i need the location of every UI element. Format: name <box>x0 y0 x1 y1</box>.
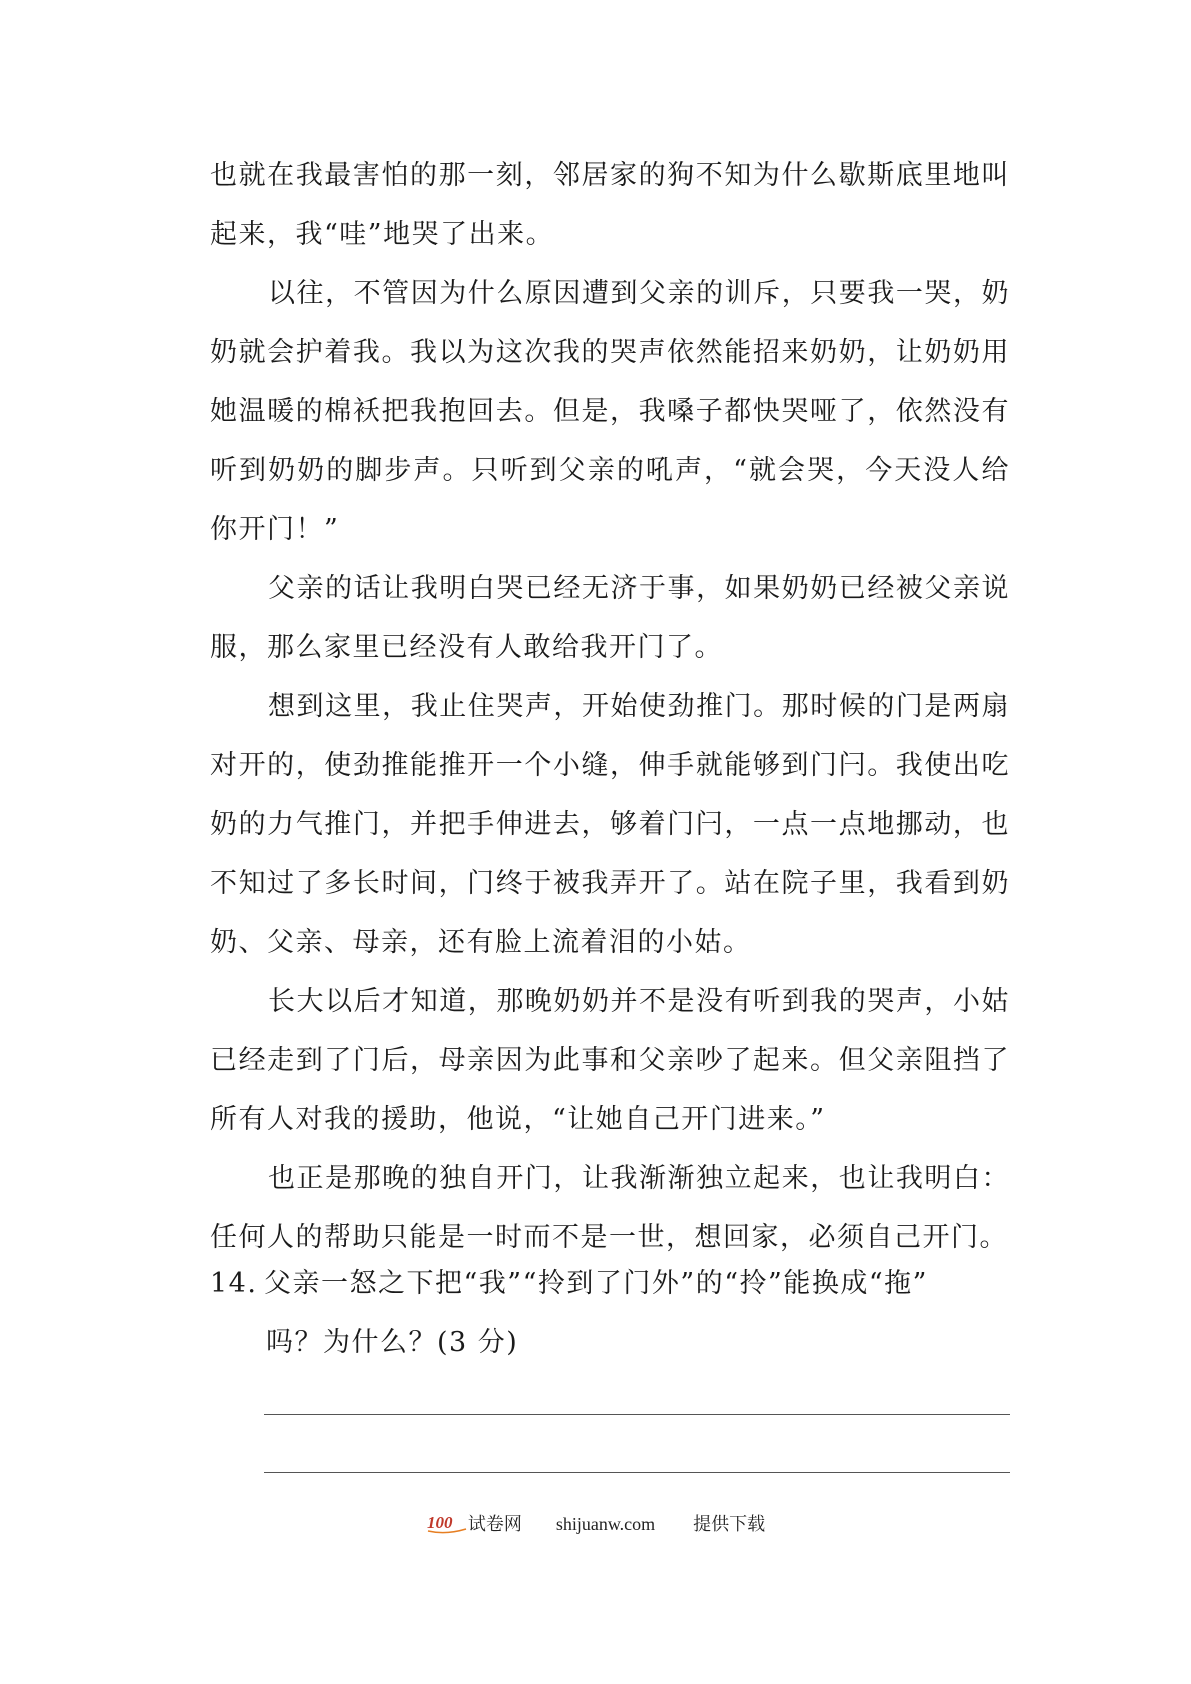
passage-paragraph-4: 想到这里，我止住哭声，开始使劲推门。那时候的门是两扇对开的，使劲推能推开一个小缝，伸手就能够到门闩。我使出吃奶的力气推门，并把手伸进去，够着门闩，一点一点地挪动，也不知过了多长时间，门终于被我弄开了。站在院子里，我看到奶奶、父亲、母亲，还有脸上流着泪的小姑。 <box>210 691 1010 958</box>
passage-paragraph-6: 也正是那晚的独自开门，让我渐渐独立起来，也让我明白：任何人的帮助只能是一时而不是一世，想回家，必须自己开门。 <box>210 1163 1010 1253</box>
reading-passage <box>210 146 1010 1267</box>
question-14 <box>210 1254 1010 1372</box>
passage-paragraph-5: 长大以后才知道，那晚奶奶并不是没有听到我的哭声，小姑已经走到了门后，母亲因为此事和父亲吵了起来。但父亲阻挡了所有人对我的援助，他说，“让她自己开门进来。” <box>210 986 1010 1135</box>
logo-100-icon <box>426 1512 468 1534</box>
site-name: 试卷网 <box>467 1514 522 1534</box>
passage-paragraph-2: 以往，不管因为什么原因遭到父亲的训斥，只要我一哭，奶奶就会护着我。我以为这次我的哭声依然能招来奶奶，让奶奶用她温暖的棉袄把我抱回去。但是，我嗓子都快哭哑了，依然没有听到奶奶的脚步声。只听到父亲的吼声，“就会哭，今天没人给你开门！” <box>210 278 1010 545</box>
question-text-2: 吗？为什么？(3 分) <box>266 1327 519 1358</box>
svg-text:100: 100 <box>426 1513 453 1533</box>
question-text-1: 父亲一怒之下把“我”“拎到了门外”的“拎”能换成“拖” <box>264 1268 928 1299</box>
page-footer <box>0 1510 1191 1539</box>
answer-line-2[interactable] <box>264 1472 1010 1473</box>
passage-paragraph-1: 也就在我最害怕的那一刻，邻居家的狗不知为什么歇斯底里地叫起来，我“哇”地哭了出来。 <box>210 160 1010 250</box>
question-line-1 <box>210 1254 1010 1313</box>
site-logo <box>426 1512 468 1539</box>
site-domain[interactable]: shijuanw.com <box>555 1514 656 1534</box>
passage-paragraph-3: 父亲的话让我明白哭已经无济于事，如果奶奶已经被父亲说服，那么家里已经没有人敢给我开门了。 <box>210 573 1010 663</box>
footer-tagline: 提供下载 <box>693 1514 766 1534</box>
answer-line-1[interactable] <box>264 1414 1010 1415</box>
question-number: 14. <box>210 1268 258 1299</box>
